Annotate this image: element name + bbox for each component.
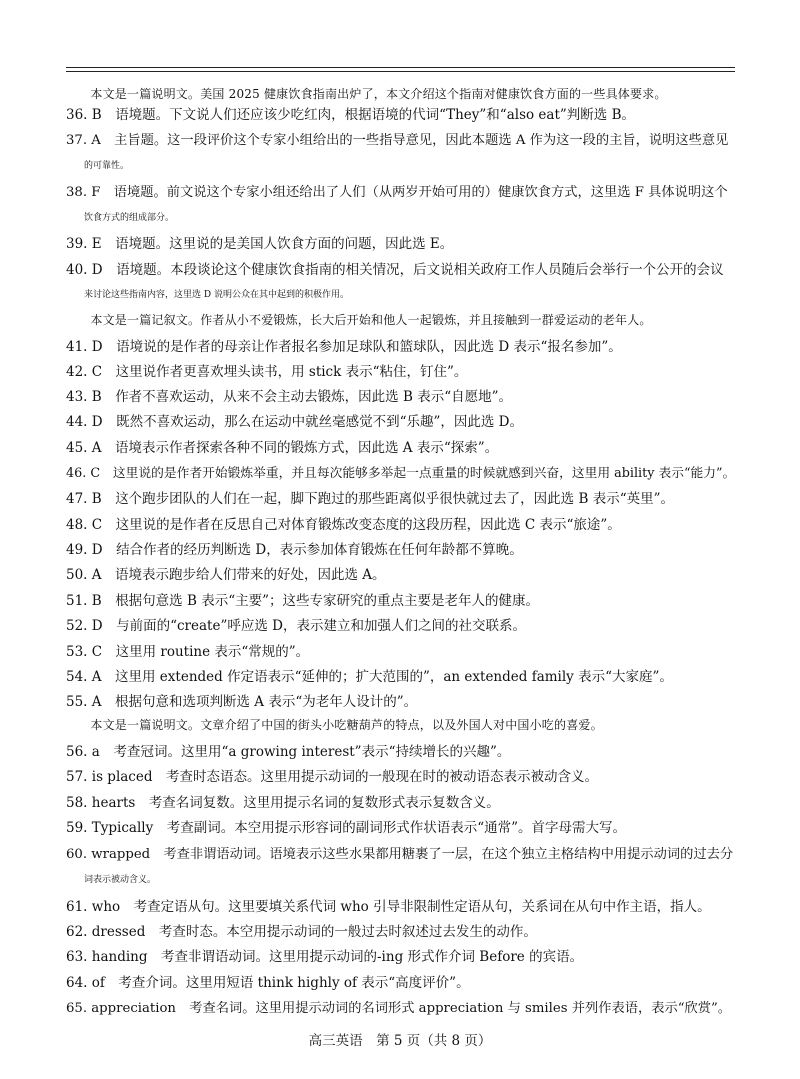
- answer-number: 54. A: [66, 669, 102, 685]
- line-text: 这里说的是作者在反思自己对体育锻炼改变态度的这段历程，因此选 C 表示“旅途”。: [115, 517, 621, 533]
- line-text: 考查非谓语动词。语境表示这些水果都用糖裹了一层，在这个独立主格结构中用提示动词的过去分: [163, 847, 734, 862]
- answer-item: [66, 185, 735, 201]
- line-text: 本文是一篇说明文。文章介绍了中国的街头小吃糖葫芦的特点，以及外国人对中国小吃的喜爱。: [66, 718, 603, 732]
- line-text: 的可靠性。: [84, 161, 130, 171]
- line-text: 语境题。前文说这个专家小组还给出了人们（从两岁开始可用的）健康饮食方式，这里选 F 具体说明这个: [113, 185, 728, 200]
- answer-number: 59. Typically: [66, 820, 154, 836]
- passage-intro: [66, 312, 735, 328]
- line-text: 考查时态。本空用提示动词的一般过去时叙述过去发生的动作。: [158, 924, 537, 940]
- answer-item: [66, 975, 735, 991]
- line-text: 本文是一篇说明文。美国 2025 健康饮食指南出炉了，本文介绍这个指南对健康饮食方面的一些具体要求。: [66, 87, 667, 101]
- line-text: 语境表示作者探索各种不同的锻炼方式，因此选 A 表示“探索”。: [115, 440, 499, 456]
- answer-item: [66, 644, 735, 660]
- line-text: 语境题。这里说的是美国人饮食方面的问题，因此选 E。: [115, 236, 454, 252]
- line-text: 考查介词。这里用短语 think highly of 表示“高度评价”。: [118, 975, 470, 991]
- answer-number: 43. B: [66, 389, 102, 405]
- line-text: 考查副词。本空用提示形容词的副词形式作状语表示“通常”。首字母需大写。: [166, 820, 627, 836]
- line-text: 这里说作者更喜欢埋头读书，用 stick 表示“粘住，钉住”。: [115, 364, 468, 380]
- answer-number: 42. C: [66, 364, 103, 380]
- line-text: 饮食方式的组成部分。: [84, 213, 175, 223]
- answer-number: 58. hearts: [66, 795, 136, 811]
- answer-number: 49. D: [66, 542, 103, 558]
- line-text: 考查名词。这里用提示动词的名词形式 appreciation 与 smiles 并列作表语，表示“欣赏”。: [189, 1001, 732, 1016]
- line-text: 语境表示跑步给人们带来的好处，因此选 A。: [115, 567, 386, 583]
- passage-intro: [66, 717, 735, 733]
- line-text: 考查名词复数。这里用提示名词的复数形式表示复数含义。: [148, 795, 500, 811]
- answer-number: 44. D: [66, 414, 103, 430]
- answer-item: [66, 262, 735, 278]
- line-text: 考查非谓语动词。这里用提示动词的-ing 形式作介词 Before 的宾语。: [161, 949, 584, 965]
- answer-number: 46. C: [66, 466, 101, 481]
- answer-item: [66, 924, 735, 940]
- answer-continuation: [84, 210, 753, 226]
- answer-continuation: [84, 872, 753, 888]
- line-text: 结合作者的经历判断选 D，表示参加体育锻炼在任何年龄都不算晚。: [116, 542, 523, 558]
- answer-item: [66, 107, 735, 123]
- answer-item: [66, 466, 735, 482]
- answer-item: [66, 593, 735, 609]
- answer-item: [66, 795, 735, 811]
- answer-number: 63. handing: [66, 949, 148, 965]
- answer-item: [66, 769, 735, 785]
- line-text: 考查定语从句。这里要填关系代词 who 引导非限制性定语从句，关系词在从句中作主语，指人。: [133, 899, 711, 915]
- answer-item: [66, 1001, 735, 1017]
- answer-continuation: [84, 158, 753, 174]
- answer-number: 48. C: [66, 517, 103, 533]
- answer-item: [66, 339, 735, 355]
- line-text: 词表示被动含义。: [84, 875, 157, 885]
- answer-number: 45. A: [66, 440, 102, 456]
- line-text: 这里用 extended 作定语表示“延伸的；扩大范围的”，an extended family 表示“大家庭”。: [115, 669, 673, 685]
- answer-number: 53. C: [66, 644, 103, 660]
- answer-number: 61. who: [66, 899, 121, 915]
- answer-number: 36. B: [66, 107, 102, 123]
- answer-number: 52. D: [66, 618, 103, 634]
- line-text: 既然不喜欢运动，那么在运动中就丝毫感觉不到“乐趣”，因此选 D。: [116, 414, 524, 430]
- line-text: 与前面的“create”呼应选 D，表示建立和加强人们之间的社交联系。: [116, 618, 526, 634]
- answer-item: [66, 517, 735, 533]
- answer-item: [66, 236, 735, 252]
- line-text: 根据句意选 B 表示“主要”；这些专家研究的重点主要是老年人的健康。: [115, 593, 539, 609]
- line-text: 来讨论这些指南内容，这里选 D 说明公众在其中起到的积极作用。: [84, 290, 349, 300]
- line-text: 根据句意和选项判断选 A 表示“为老年人设计的”。: [115, 694, 418, 710]
- line-text: 这里说的是作者开始锻炼举重，并且每次能够多举起一点重量的时候就感到兴奋，这里用 ability 表示“能力”。: [112, 466, 736, 481]
- answer-item: [66, 694, 735, 710]
- answer-item: [66, 133, 735, 149]
- line-text: 考查冠词。这里用“a growing interest”表示“持续增长的兴趣”。: [113, 744, 511, 760]
- line-text: 本文是一篇记叙文。作者从小不爱锻炼，长大后开始和他人一起锻炼，并且接触到一群爱运动的老年人。: [66, 313, 652, 327]
- line-text: 语境题。本段谈论这个健康饮食指南的相关情况，后文说相关政府工作人员随后会举行一个公开的会议: [116, 262, 724, 278]
- answer-number: 38. F: [66, 185, 101, 200]
- answer-item: [66, 440, 735, 456]
- header-rule-bottom: [66, 71, 735, 72]
- answer-item: [66, 364, 735, 380]
- line-text: 这个跑步团队的人们在一起，脚下跑过的那些距离似乎很快就过去了，因此选 B 表示“英里”。: [115, 491, 674, 507]
- answer-number: 50. A: [66, 567, 102, 583]
- answer-number: 47. B: [66, 491, 102, 507]
- answer-item: [66, 820, 735, 836]
- header-rule-top: [66, 67, 735, 68]
- line-text: 主旨题。这一段评价这个专家小组给出的一些指导意见，因此本题选 A 作为这一段的主旨，说明这些意见: [114, 133, 729, 148]
- answer-number: 41. D: [66, 339, 103, 355]
- answer-number: 51. B: [66, 593, 102, 609]
- page-footer: 高三英语 第 5 页（共 8 页）: [308, 1033, 492, 1049]
- answer-item: [66, 847, 735, 863]
- line-text: 语境说的是作者的母亲让作者报名参加足球队和篮球队，因此选 D 表示“报名参加”。: [116, 339, 622, 355]
- answer-number: 55. A: [66, 694, 102, 710]
- answer-number: 57. is placed: [66, 769, 153, 785]
- answer-number: 56. a: [66, 744, 100, 760]
- answer-item: [66, 949, 735, 965]
- answer-item: [66, 669, 735, 685]
- passage-intro: [66, 86, 735, 102]
- line-text: 语境题。下文说人们还应该少吃红肉，根据语境的代词“They”和“also eat”判断选 B。: [115, 107, 635, 123]
- answer-item: [66, 414, 735, 430]
- answer-item: [66, 542, 735, 558]
- line-text: 这里用 routine 表示“常规的”。: [115, 644, 310, 660]
- answer-item: [66, 618, 735, 634]
- answer-number: 64. of: [66, 975, 105, 991]
- answer-number: 37. A: [66, 133, 101, 148]
- answer-continuation: [84, 287, 753, 303]
- answer-number: 65. appreciation: [66, 1001, 176, 1016]
- answer-number: 39. E: [66, 236, 102, 252]
- answer-item: [66, 389, 735, 405]
- answer-number: 60. wrapped: [66, 847, 151, 862]
- answer-item: [66, 744, 735, 760]
- line-text: 考查时态语态。这里用提示动词的一般现在时的被动语态表示被动含义。: [166, 769, 598, 785]
- answer-number: 62. dressed: [66, 924, 146, 940]
- answer-item: [66, 491, 735, 507]
- answer-item: [66, 899, 735, 915]
- answer-number: 40. D: [66, 262, 103, 278]
- line-text: 作者不喜欢运动，从来不会主动去锻炼，因此选 B 表示“自愿地”。: [115, 389, 512, 405]
- answer-item: [66, 567, 735, 583]
